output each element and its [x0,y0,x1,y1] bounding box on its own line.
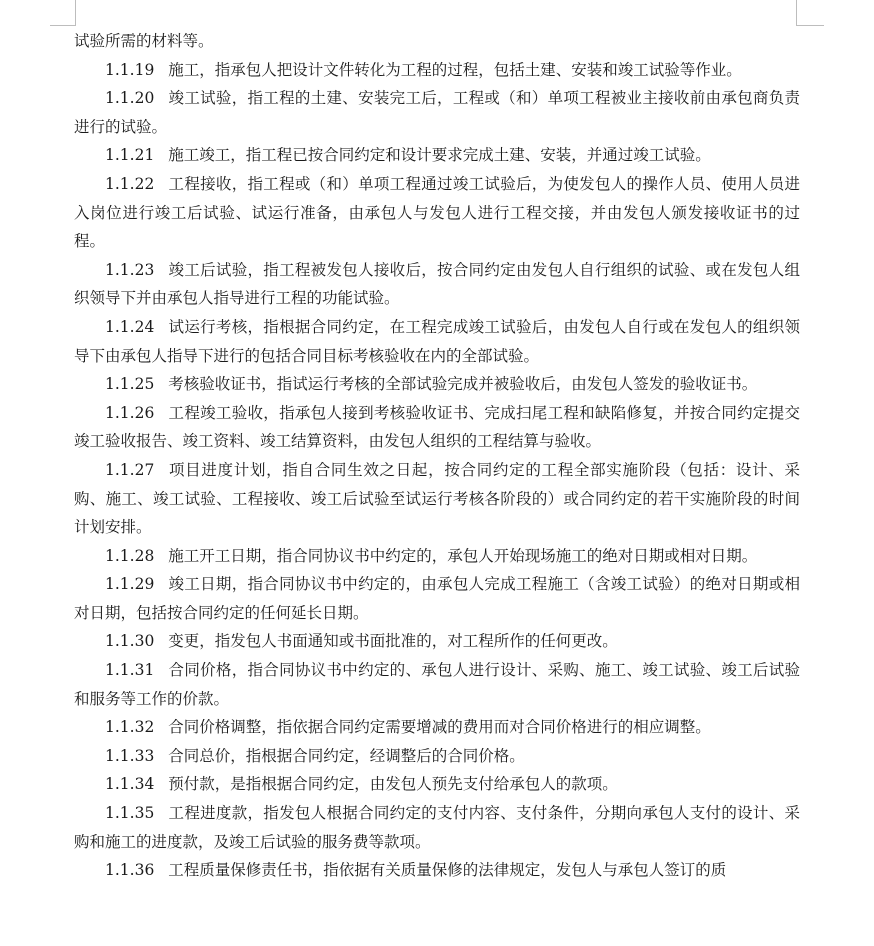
clause-paragraph [74,770,800,799]
clause-text: 考核验收证书，指试运行考核的全部试验完成并被验收后，由发包人签发的验收证书。 [168,375,758,394]
clause-text: 工程接收，指工程或（和）单项工程通过竣工试验后，为使发包人的操作人员、使用人员进入岗位进行竣工后试验、试运行准备，由承包人与发包人进行工程交接，并由发包人颁发接收证书的过程。 [74,174,800,251]
clause-number: 1.1.27 [105,460,155,479]
page-corner-mark-top-left [75,0,76,26]
clause-text: 工程进度款，指发包人根据合同约定的支付内容、支付条件，分期向承包人支付的设计、采购和施工的进度款，及竣工后试验的服务费等款项。 [74,804,800,851]
clause-text: 工程质量保修责任书，指依据有关质量保修的法律规定，发包人与承包人签订的质 [168,861,727,880]
clause-text: 施工，指承包人把设计文件转化为工程的过程，包括土建、安装和竣工试验等作业。 [168,60,742,79]
clause-paragraph [74,170,800,256]
clause-paragraph [74,856,800,885]
clause-text: 试验所需的材料等。 [74,32,214,50]
clause-paragraph [74,370,800,399]
clause-number: 1.1.31 [105,661,155,680]
clause-paragraph [74,313,800,370]
clause-text: 变更，指发包人书面通知或书面批准的，对工程所作的任何更改。 [168,632,618,651]
clause-text: 竣工试验，指工程的土建、安装完工后，工程或（和）单项工程被业主接收前由承包商负责进行的试验。 [74,89,800,136]
clause-number: 1.1.28 [105,546,155,565]
clause-number: 1.1.35 [105,804,155,823]
clause-number: 1.1.36 [105,861,155,880]
clause-number: 1.1.23 [105,260,155,279]
clause-paragraph [74,84,800,141]
clause-text: 合同价格，指合同协议书中约定的、承包人进行设计、采购、施工、竣工试验、竣工后试验和服务等工作的价款。 [74,661,800,708]
clause-paragraph [74,256,800,313]
clause-text: 试运行考核，指根据合同约定，在工程完成竣工试验后，由发包人自行或在发包人的组织领导下由承包人指导下进行的包括合同目标考核验收在内的全部试验。 [74,317,800,365]
clause-number: 1.1.25 [105,375,155,394]
clause-number: 1.1.33 [105,746,155,765]
clause-number: 1.1.26 [105,403,155,422]
clause-number: 1.1.32 [105,718,155,737]
clause-number: 1.1.24 [105,317,155,336]
clause-number: 1.1.20 [105,89,155,108]
clause-text: 竣工日期，指合同协议书中约定的，由承包人完成工程施工（含竣工试验）的绝对日期或相对日期，包括按合同约定的任何延长日期。 [74,575,800,622]
document-page [74,27,800,885]
clause-paragraph [74,742,800,771]
clause-text: 施工竣工，指工程已按合同约定和设计要求完成土建、安装，并通过竣工试验。 [168,146,711,165]
clause-paragraph [74,56,800,85]
clause-number: 1.1.34 [105,775,155,794]
clause-text: 竣工后试验，指工程被发包人接收后，按合同约定由发包人自行组织的试验、或在发包人组织领导下并由承包人指导进行工程的功能试验。 [74,260,800,308]
clause-number: 1.1.22 [105,174,155,193]
clause-paragraph [74,542,800,571]
clause-number: 1.1.30 [105,632,155,651]
page-corner-mark-top-right-h [796,25,824,26]
clause-text: 项目进度计划，指自合同生效之日起，按合同约定的工程全部实施阶段（包括：设计、采购、施工、竣工试验、工程接收、竣工后试验至试运行考核各阶段的）或合同约定的若干实施阶段的时间计划安排。 [74,460,800,537]
clause-text: 工程竣工验收，指承包人接到考核验收证书、完成扫尾工程和缺陷修复，并按合同约定提交竣工验收报告、竣工资料、竣工结算资料，由发包人组织的工程结算与验收。 [74,403,800,451]
clause-text: 施工开工日期，指合同协议书中约定的，承包人开始现场施工的绝对日期或相对日期。 [168,546,758,565]
clause-number: 1.1.19 [105,60,155,79]
clause-paragraph [74,656,800,713]
clause-text: 合同总价，指根据合同约定，经调整后的合同价格。 [168,746,525,765]
clause-paragraph [74,570,800,627]
page-corner-mark-top-left-h [50,25,76,26]
clause-number: 1.1.21 [105,146,155,165]
clause-text: 预付款，是指根据合同约定，由发包人预先支付给承包人的款项。 [168,775,618,794]
clause-text: 合同价格调整，指依据合同约定需要增减的费用而对合同价格进行的相应调整。 [168,718,711,737]
clause-paragraph [74,141,800,170]
page-corner-mark-top-right [796,0,797,26]
clause-paragraph [74,399,800,456]
clause-paragraph [74,27,800,56]
clause-paragraph [74,456,800,542]
clause-paragraph [74,627,800,656]
clause-paragraph [74,713,800,742]
clause-number: 1.1.29 [105,575,155,594]
clause-paragraph [74,799,800,856]
